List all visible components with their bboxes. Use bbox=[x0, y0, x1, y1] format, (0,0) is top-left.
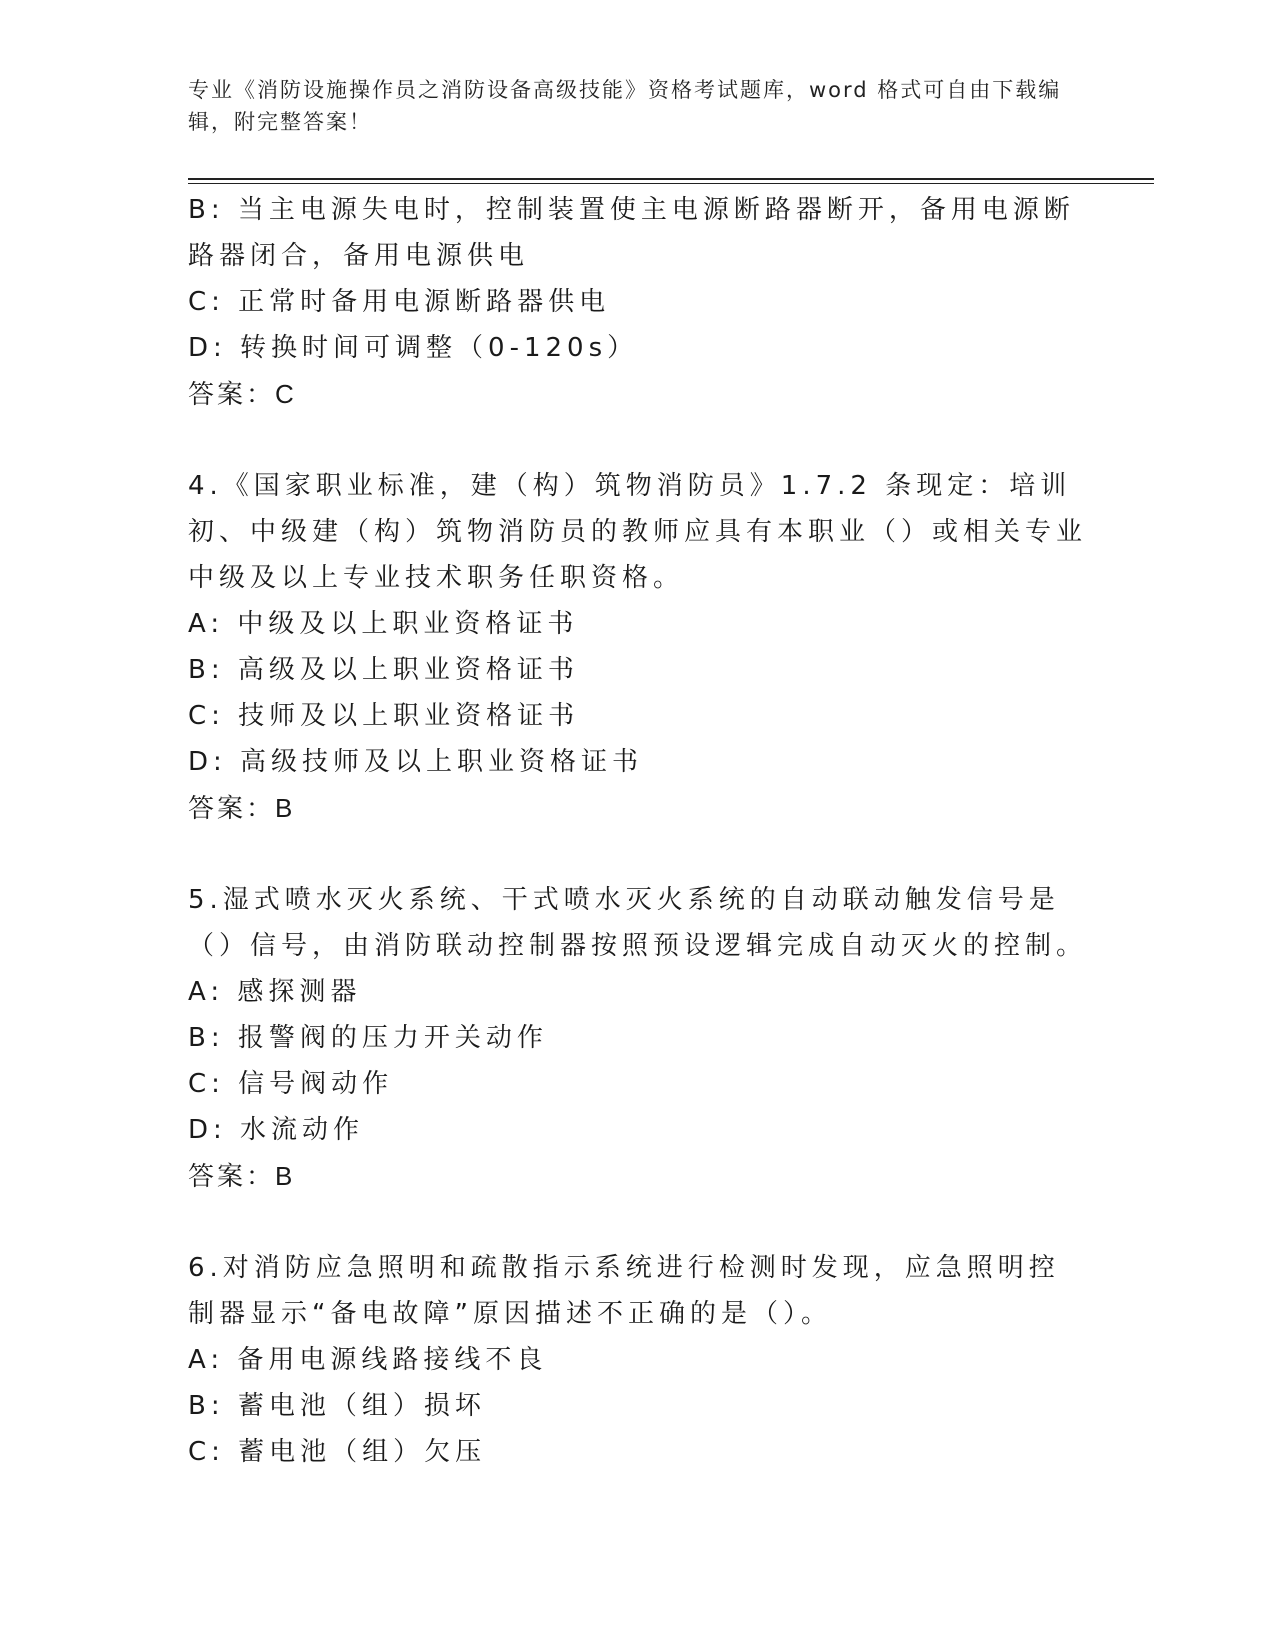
q5-text: 5.湿式喷水灭火系统、干式喷水灭火系统的自动联动触发信号是（）信号，由消防联动控制器按照预设逻辑完成自动灭火的控制。 bbox=[188, 885, 1088, 961]
q4-text: 4.《国家职业标准，建（构）筑物消防员》1.7.2 条现定：培训初、中级建（构）筑物消防员的教师应具有本职业（）或相关专业中级及以上专业技术职务任职资格。 bbox=[188, 471, 1088, 593]
q4-option-b: B: 高级及以上职业资格证书 bbox=[188, 655, 579, 685]
question-gap bbox=[188, 1199, 1088, 1245]
q6-option-c: C: 蓄电池（组）欠压 bbox=[188, 1437, 487, 1467]
question-5 bbox=[188, 877, 1088, 1199]
q5-option-a: A: 感探测器 bbox=[188, 977, 362, 1007]
document-header: 专业《消防设施操作员之消防设备高级技能》资格考试题库，word 格式可自由下载编辑，附完整答案！ bbox=[188, 78, 1062, 134]
q4-option-a: A: 中级及以上职业资格证书 bbox=[188, 609, 579, 639]
q4-option-c: C: 技师及以上职业资格证书 bbox=[188, 701, 580, 731]
q6-text: 6.对消防应急照明和疏散指示系统进行检测时发现，应急照明控制器显示“备电故障”原因描述不正确的是（）。 bbox=[188, 1253, 1060, 1329]
q4-option-d: D: 高级技师及以上职业资格证书 bbox=[188, 747, 644, 777]
q3-option-d: D: 转换时间可调整（0-120s） bbox=[188, 333, 639, 363]
question-gap bbox=[188, 831, 1088, 877]
question-gap bbox=[188, 417, 1088, 463]
q3-option-b: B: 当主电源失电时，控制装置使主电源断路器断开，备用电源断路器闭合，备用电源供电 bbox=[188, 195, 1075, 271]
q5-answer: 答案：B bbox=[188, 1161, 296, 1191]
question-4 bbox=[188, 463, 1088, 831]
q6-option-a: A: 备用电源线路接线不良 bbox=[188, 1345, 548, 1375]
q4-answer: 答案：B bbox=[188, 793, 296, 823]
q3-option-c: C: 正常时备用电源断路器供电 bbox=[188, 287, 611, 317]
q5-option-d: D: 水流动作 bbox=[188, 1115, 365, 1145]
q3-answer: 答案：C bbox=[188, 379, 297, 409]
header-rule-thick bbox=[188, 178, 1154, 180]
q5-option-b: B: 报警阀的压力开关动作 bbox=[188, 1023, 548, 1053]
question-3-tail bbox=[188, 187, 1088, 417]
q5-option-c: C: 信号阀动作 bbox=[188, 1069, 394, 1099]
q6-option-b: B: 蓄电池（组）损坏 bbox=[188, 1391, 486, 1421]
question-6 bbox=[188, 1245, 1088, 1475]
header-rule-thin bbox=[188, 183, 1154, 184]
document-body bbox=[188, 187, 1088, 1475]
